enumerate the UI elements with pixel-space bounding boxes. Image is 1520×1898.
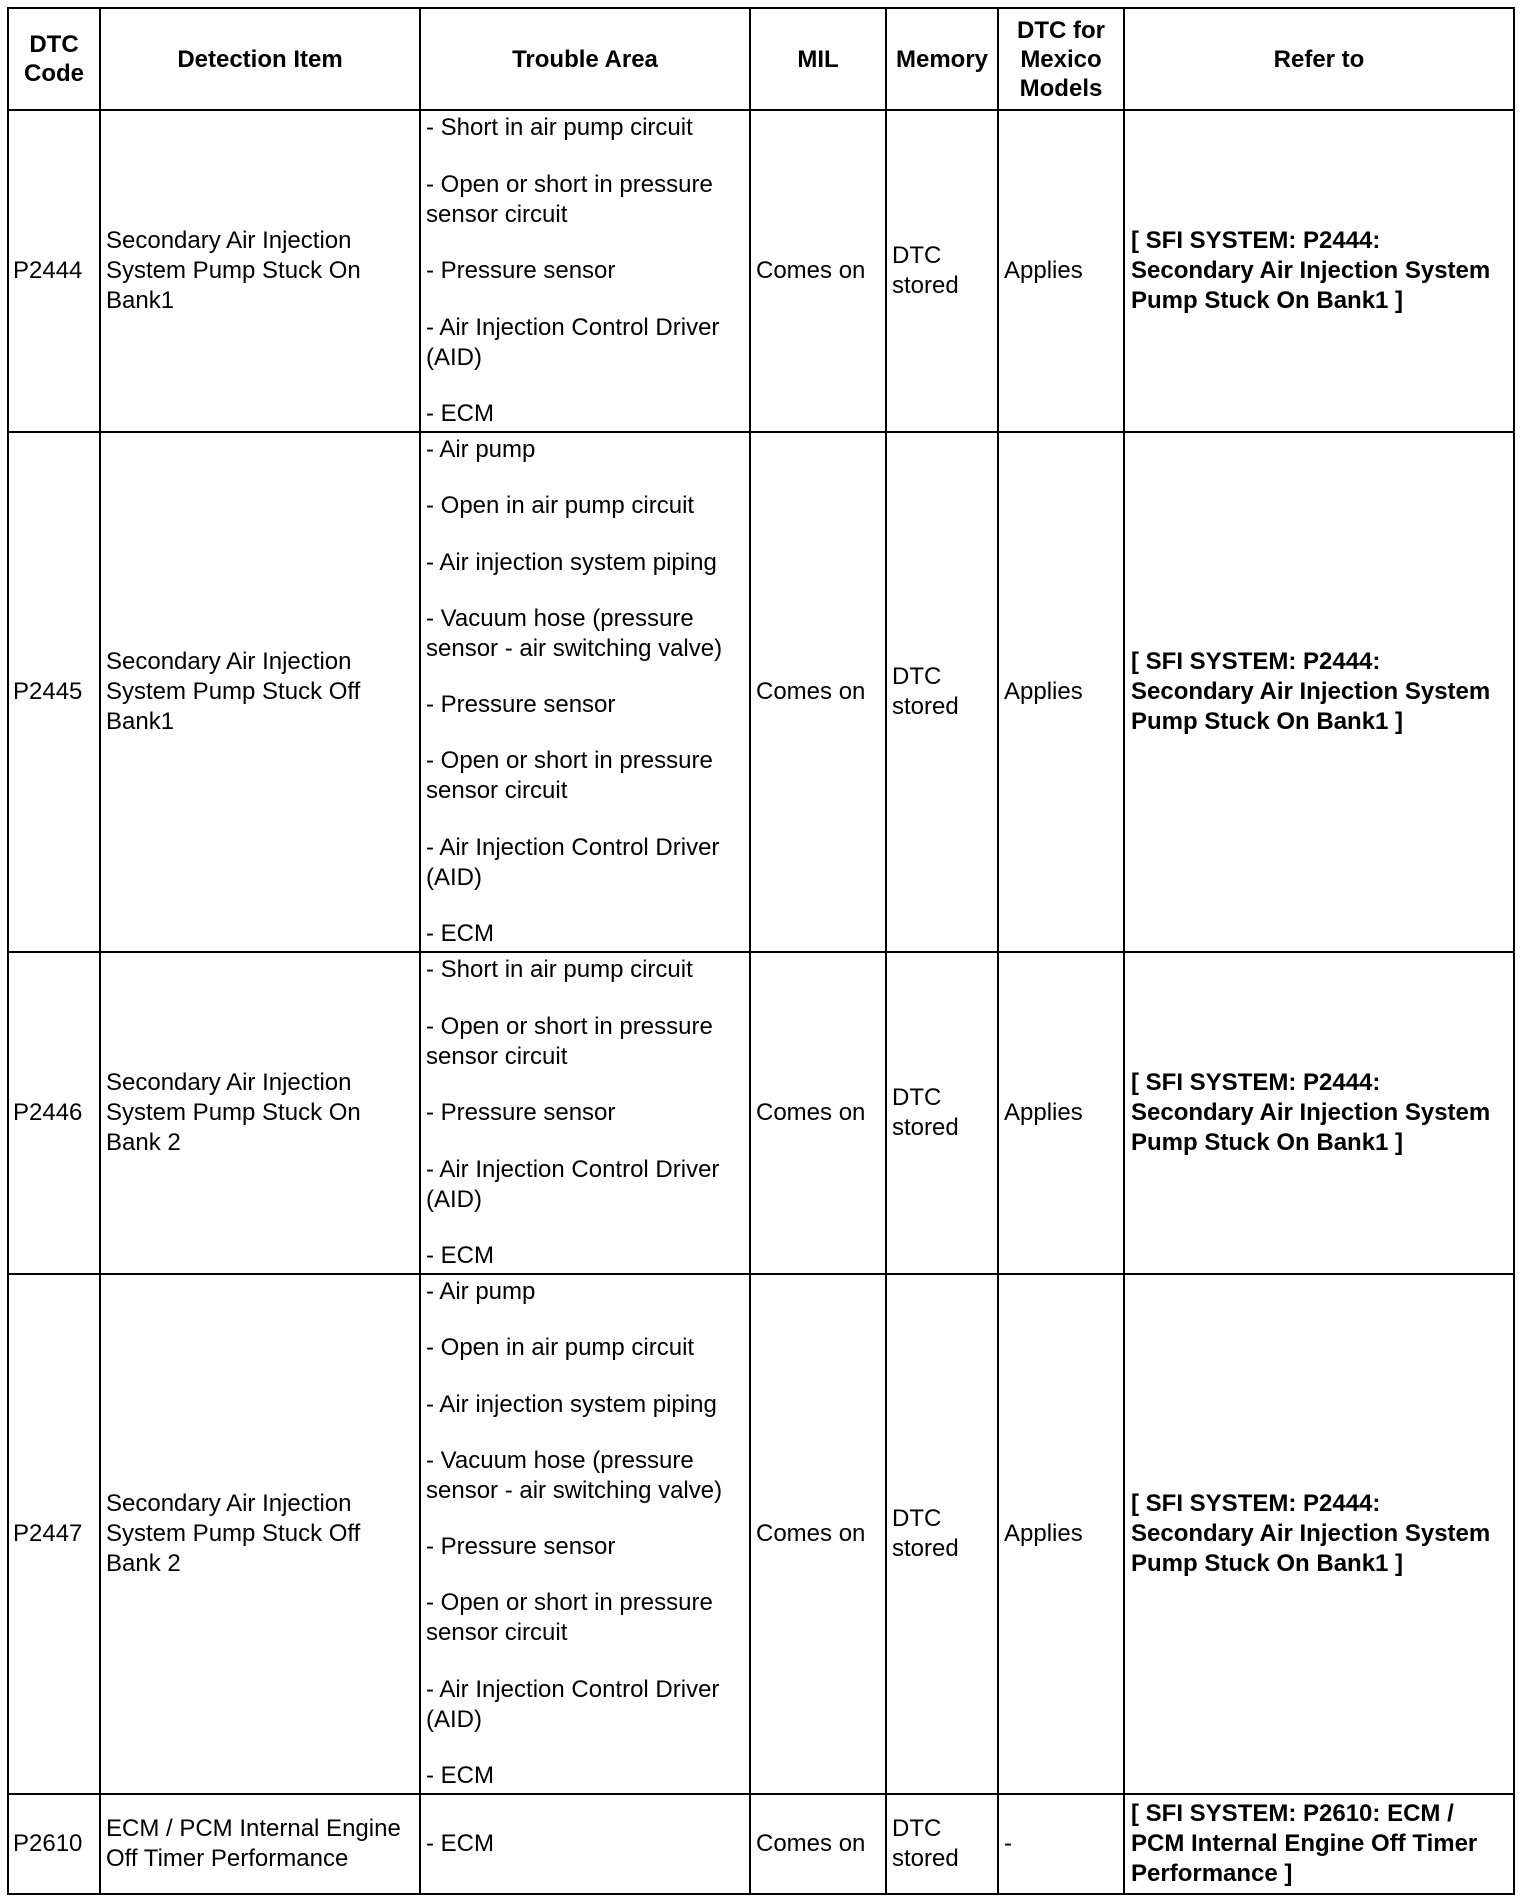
refer-to-link[interactable]: [ SFI SYSTEM: P2444: Secondary Air Injection System Pump Stuck On Bank1 ] <box>1124 952 1514 1274</box>
header-mexico-models: DTC for Mexico Models <box>998 8 1124 110</box>
dtc-table <box>7 7 1515 1895</box>
mil-status: Comes on <box>750 432 886 952</box>
trouble-item: - Pressure sensor <box>426 1533 616 1561</box>
detection-item: ECM / PCM Internal Engine Off Timer Performance <box>100 1794 420 1894</box>
header-mil: MIL <box>750 8 886 110</box>
header-detection-item: Detection Item <box>100 8 420 110</box>
mexico-models: Applies <box>998 110 1124 432</box>
header-trouble-area: Trouble Area <box>420 8 750 110</box>
detection-item: Secondary Air Injection System Pump Stuck Off Bank1 <box>100 432 420 952</box>
mil-status: Comes on <box>750 110 886 432</box>
trouble-item: - ECM <box>426 1242 494 1269</box>
mil-status: Comes on <box>750 1274 886 1794</box>
trouble-item: - ECM <box>426 400 494 427</box>
trouble-item: - ECM <box>426 919 494 947</box>
table-row <box>8 952 1514 1274</box>
trouble-area <box>420 432 750 952</box>
trouble-item: - Open in air pump circuit <box>426 492 695 520</box>
detection-item: Secondary Air Injection System Pump Stuck Off Bank 2 <box>100 1274 420 1794</box>
table-row <box>8 1794 1514 1894</box>
dtc-code: P2610 <box>8 1794 100 1894</box>
detection-item: Secondary Air Injection System Pump Stuck On Bank1 <box>100 110 420 432</box>
trouble-item: - Air injection system piping <box>426 548 717 576</box>
header-dtc-code: DTC Code <box>8 8 100 110</box>
mil-status: Comes on <box>750 952 886 1274</box>
trouble-area <box>420 952 750 1274</box>
detection-item: Secondary Air Injection System Pump Stuck On Bank 2 <box>100 952 420 1274</box>
trouble-item: - Pressure sensor <box>426 1099 616 1126</box>
trouble-item: - Pressure sensor <box>426 257 616 284</box>
header-memory: Memory <box>886 8 998 110</box>
dtc-code: P2445 <box>8 432 100 952</box>
trouble-item: - Air pump <box>426 436 536 463</box>
refer-to-link[interactable]: [ SFI SYSTEM: P2444: Secondary Air Injection System Pump Stuck On Bank1 ] <box>1124 1274 1514 1794</box>
trouble-item: - Air Injection Control Driver (AID) <box>426 833 720 891</box>
mexico-models: Applies <box>998 1274 1124 1794</box>
trouble-area <box>420 1274 750 1794</box>
trouble-area <box>420 1794 750 1894</box>
trouble-item: - ECM <box>426 1761 494 1789</box>
dtc-code: P2444 <box>8 110 100 432</box>
mexico-models: Applies <box>998 952 1124 1274</box>
trouble-item: - Air Injection Control Driver (AID) <box>426 1675 720 1733</box>
table-row <box>8 432 1514 952</box>
trouble-item: - Air pump <box>426 1278 536 1305</box>
trouble-item: - Air injection system piping <box>426 1390 717 1418</box>
header-refer-to: Refer to <box>1124 8 1514 110</box>
mexico-models: - <box>998 1794 1124 1894</box>
table-row <box>8 1274 1514 1794</box>
trouble-item: - Short in air pump circuit <box>426 114 693 141</box>
refer-to-link[interactable]: [ SFI SYSTEM: P2444: Secondary Air Injection System Pump Stuck On Bank1 ] <box>1124 432 1514 952</box>
header-row <box>8 8 1514 110</box>
refer-to-link[interactable]: [ SFI SYSTEM: P2444: Secondary Air Injection System Pump Stuck On Bank1 ] <box>1124 110 1514 432</box>
trouble-item: - Open or short in pressure sensor circuit <box>426 1589 713 1647</box>
trouble-item: - ECM <box>426 1830 494 1857</box>
table-row <box>8 110 1514 432</box>
memory-status: DTC stored <box>886 110 998 432</box>
trouble-item: - Open or short in pressure sensor circuit <box>426 747 713 805</box>
trouble-item: - Pressure sensor <box>426 691 616 719</box>
memory-status: DTC stored <box>886 952 998 1274</box>
refer-to-link[interactable]: [ SFI SYSTEM: P2610: ECM / PCM Internal Engine Off Timer Performance ] <box>1124 1794 1514 1894</box>
memory-status: DTC stored <box>886 1274 998 1794</box>
memory-status: DTC stored <box>886 1794 998 1894</box>
trouble-area <box>420 110 750 432</box>
mexico-models: Applies <box>998 432 1124 952</box>
trouble-item: - Vacuum hose (pressure sensor - air switching valve) <box>426 604 723 662</box>
mil-status: Comes on <box>750 1794 886 1894</box>
dtc-code: P2447 <box>8 1274 100 1794</box>
trouble-item: - Air Injection Control Driver (AID) <box>426 1155 720 1213</box>
dtc-code: P2446 <box>8 952 100 1274</box>
trouble-item: - Vacuum hose (pressure sensor - air switching valve) <box>426 1446 723 1504</box>
trouble-item: - Open or short in pressure sensor circuit <box>426 1012 713 1070</box>
trouble-item: - Short in air pump circuit <box>426 956 693 983</box>
trouble-item: - Open in air pump circuit <box>426 1334 695 1362</box>
trouble-item: - Open or short in pressure sensor circuit <box>426 170 713 228</box>
memory-status: DTC stored <box>886 432 998 952</box>
trouble-item: - Air Injection Control Driver (AID) <box>426 313 720 371</box>
